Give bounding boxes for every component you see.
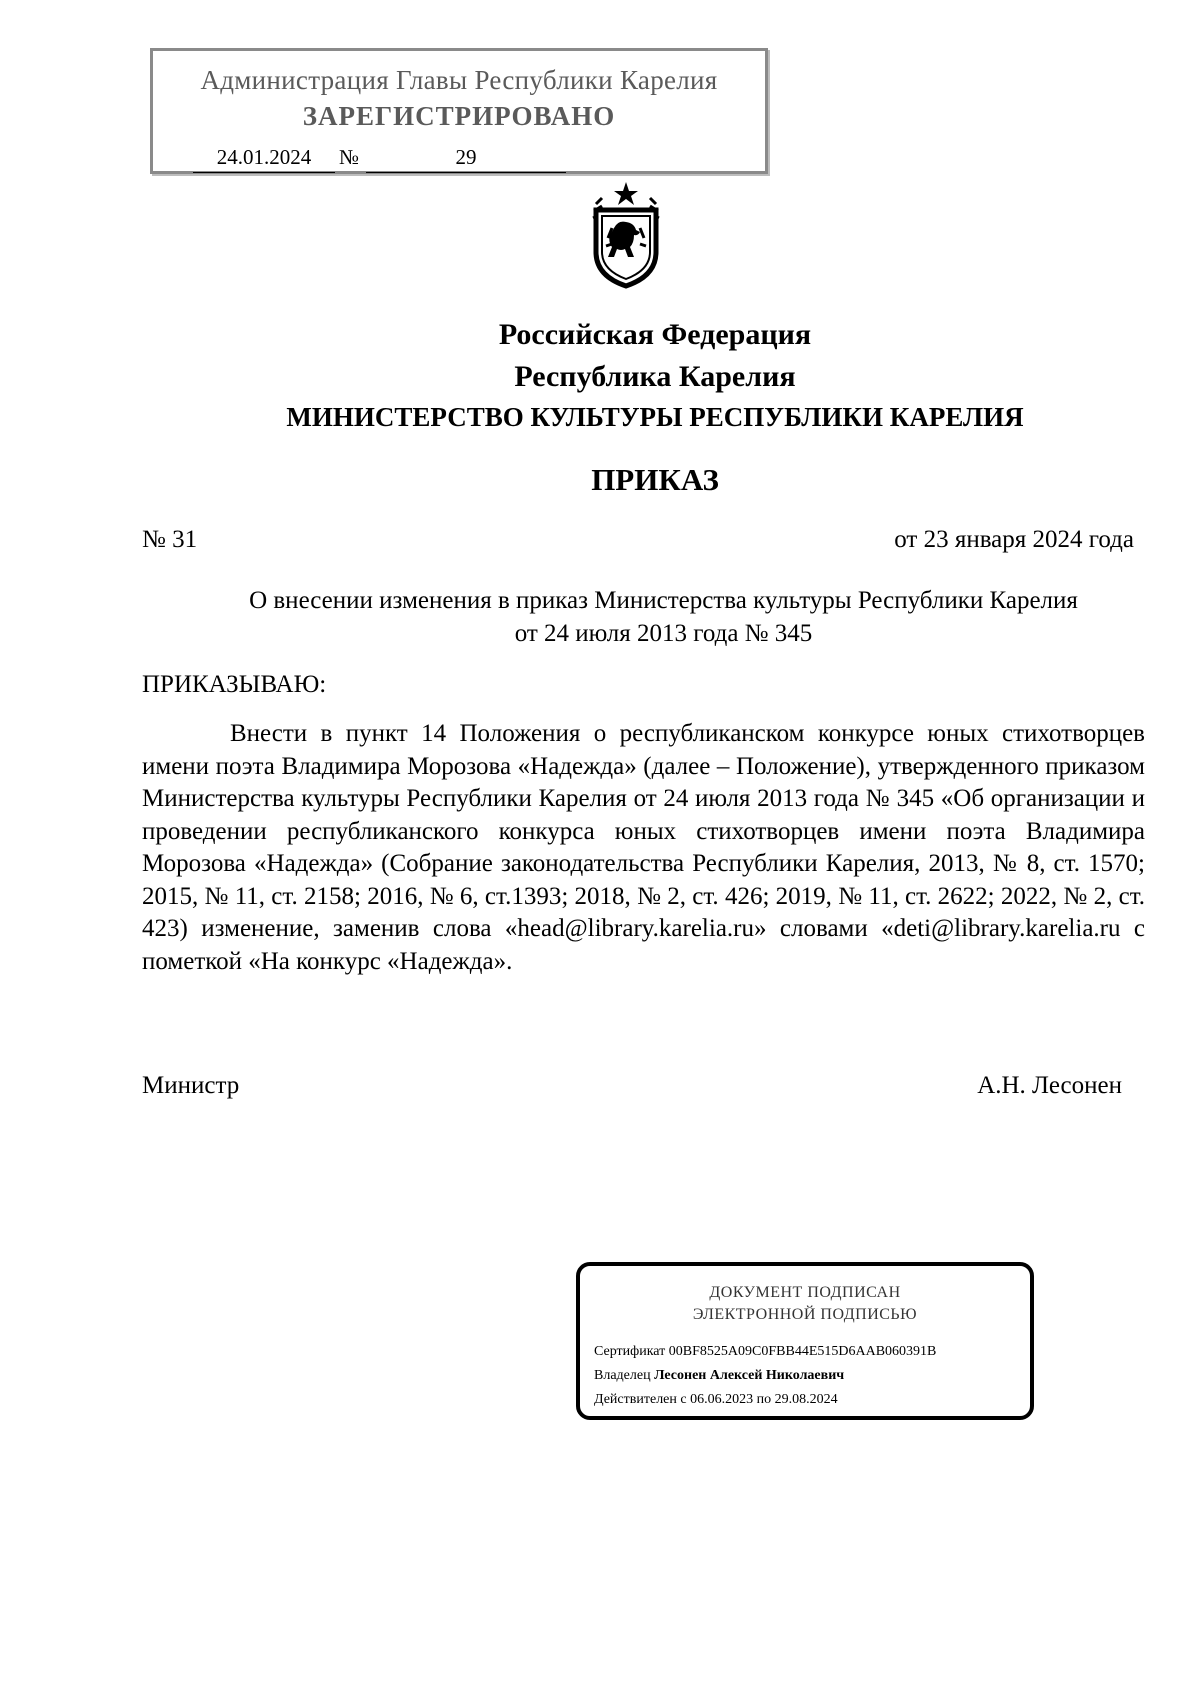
esig-valid-to: 29.08.2024 [774, 1392, 838, 1407]
esig-valid-label: Действителен с [594, 1392, 687, 1407]
signatory-name: А.Н. Лесонен [977, 1072, 1122, 1099]
header-republic: Республика Карелия [514, 360, 796, 393]
header-country: Российская Федерация [498, 318, 812, 351]
header-ministry: МИНИСТЕРСТВО КУЛЬТУРЫ РЕСПУБЛИКИ КАРЕЛИЯ [286, 402, 1024, 432]
registration-stamp [150, 48, 768, 174]
order-date: от 23 января 2024 года [894, 526, 1134, 553]
esig-owner-value: Лесонен Алексей Николаевич [654, 1368, 845, 1383]
registration-date: 24.01.2024 [193, 145, 335, 173]
esig-owner-row [594, 1368, 844, 1384]
order-body: Внести в пункт 14 Положения о республиканском конкурсе юных стихотворцев имени поэта Владимира Морозова «Надежда» (далее – Положение), утвержденного приказом Министерства культуры Республики Карелия от 24 июля 2013 года № 345 «Об организации и проведении республиканского конкурса юных стихотворцев имени поэта Владимира Морозова «Надежда» (Собрание законодательства Республики Карелия, 2013, № 8, ст. 1570; 2015, № 11, ст. 2158; 2016, № 6, ст.1393; 2018, № 2, ст. 426; 2019, № 11, ст. 2622; 2022, № 2, ст. 423) изменение, заменив слова «head@library.karelia.ru» словами «deti@library.karelia.ru с пометкой «На конкурс «Надежда». [142, 720, 1145, 975]
coat-of-arms-icon [582, 180, 670, 290]
esig-validity-row [594, 1392, 838, 1408]
esig-valid-to-label: по [756, 1392, 772, 1407]
order-number: № 31 [142, 526, 198, 553]
esig-valid-from: 06.06.2023 [690, 1392, 754, 1407]
esig-heading-1: ДОКУМЕНТ ПОДПИСАН [709, 1284, 901, 1301]
document-type: ПРИКАЗ [591, 462, 719, 497]
order-subject-line1: О внесении изменения в приказ Министерства культуры Республики Карелия [249, 587, 1078, 614]
esig-certificate-row [594, 1344, 936, 1360]
order-subject [142, 584, 1145, 650]
electronic-signature-stamp [576, 1262, 1034, 1420]
registration-number: 29 [366, 145, 566, 173]
registration-organization: Администрация Главы Республики Карелия [200, 65, 718, 95]
order-directive: ПРИКАЗЫВАЮ: [142, 671, 327, 698]
registration-number-label: № [339, 145, 360, 169]
registration-status: ЗАРЕГИСТРИРОВАНО [302, 101, 616, 131]
esig-heading-2: ЭЛЕКТРОННОЙ ПОДПИСЬЮ [692, 1306, 918, 1323]
esig-owner-label: Владелец [594, 1368, 651, 1383]
signatory-title: Министр [142, 1072, 240, 1099]
order-subject-line2: от 24 июля 2013 года № 345 [514, 620, 813, 647]
esig-certificate-value: 00BF8525A09C0FBB44E515D6AAB060391B [668, 1344, 937, 1359]
esig-certificate-label: Сертификат [594, 1344, 666, 1359]
